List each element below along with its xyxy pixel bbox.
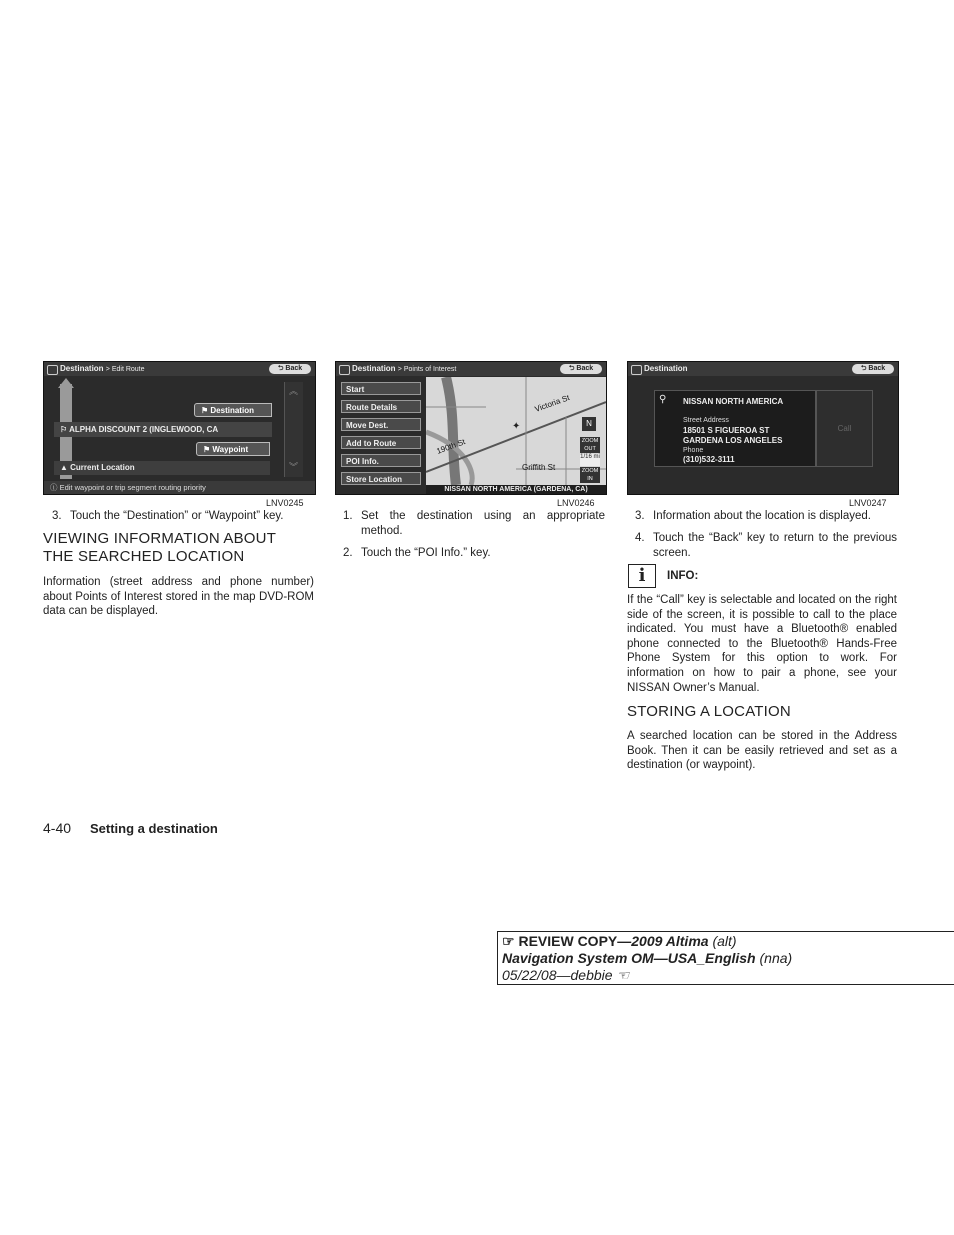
map-street-griffith: Griffith St — [522, 463, 556, 472]
place-name: ALPHA DISCOUNT 2 (INGLEWOOD, CA — [69, 425, 219, 434]
screen-title: Destination — [352, 364, 396, 373]
current-location-label: Current Location — [70, 463, 135, 472]
location-name: NISSAN NORTH AMERICA — [683, 397, 784, 406]
route-point-destination — [54, 422, 272, 437]
back-arrow-icon: ⮌ — [568, 365, 577, 372]
review-line-3 — [502, 967, 629, 984]
step-text: Touch the “POI Info.” key. — [361, 547, 491, 559]
north-arrow-icon[interactable]: N — [582, 417, 596, 431]
back-label: Back — [576, 365, 594, 372]
address-line-2: GARDENA LOS ANGELES — [683, 436, 783, 445]
col3-step-3 — [635, 509, 897, 524]
zoom-out-button[interactable]: ZOOM OUT — [581, 438, 599, 452]
navigation-icon — [47, 365, 58, 375]
map-street-victoria: Victoria St — [533, 393, 571, 414]
waypoint-key[interactable] — [196, 442, 270, 456]
review-model-code: (alt) — [712, 933, 737, 949]
info-circle-icon: ⓘ — [50, 483, 60, 492]
back-arrow-icon: ⮌ — [860, 365, 869, 372]
waypoint-key-label: Waypoint — [212, 445, 249, 454]
waypoint-flag-icon: ⚑ — [203, 445, 213, 454]
step-text: Touch the “Back” key to return to the previous screen. — [653, 532, 897, 559]
screen-poi-info — [627, 361, 899, 495]
col2-step-2 — [343, 546, 605, 561]
route-point-current — [54, 461, 270, 475]
review-copy-box — [497, 931, 954, 985]
back-label: Back — [868, 365, 886, 372]
flag-icon: ⚐ — [60, 425, 70, 434]
page-section: Setting a destination — [90, 821, 218, 836]
current-location-icon: ▲ — [60, 463, 71, 472]
route-details-key[interactable]: Route Details — [341, 400, 421, 413]
zoom-in-button[interactable]: ZOOM IN — [581, 468, 599, 482]
screen-title: Destination — [644, 364, 688, 373]
review-line-2 — [502, 950, 792, 966]
col1-step-3 — [52, 509, 314, 524]
step-number: 3. — [52, 510, 62, 522]
map[interactable] — [426, 377, 606, 485]
map-status-bar: NISSAN NORTH AMERICA (GARDENA, CA) — [426, 485, 606, 494]
hint-bar — [44, 481, 315, 494]
hint-text: Edit waypoint or trip segment routing priority — [59, 483, 206, 492]
section-heading-storing: STORING A LOCATION — [627, 703, 791, 720]
back-button[interactable] — [852, 364, 894, 374]
back-button[interactable] — [560, 364, 602, 374]
section-heading-viewing — [43, 530, 315, 566]
figure-code-3: LNV0247 — [849, 498, 887, 508]
phone-number: (310)532-3111 — [683, 455, 735, 464]
screen-subtitle: > Edit Route — [105, 366, 145, 373]
checkered-flag-icon: ⚑ — [201, 406, 211, 415]
screen-points-of-interest — [335, 361, 607, 495]
store-location-key[interactable]: Store Location — [341, 472, 421, 485]
move-dest-key[interactable]: Move Dest. — [341, 418, 421, 431]
phone-label: Phone — [683, 447, 704, 454]
heading-line-2: THE SEARCHED LOCATION — [43, 548, 245, 565]
col2-step-1 — [343, 509, 605, 539]
back-label: Back — [285, 365, 303, 372]
pointing-hand-left-icon: ☜ — [616, 967, 629, 983]
heading-line-1: VIEWING INFORMATION ABOUT — [43, 530, 277, 547]
poi-info-key[interactable]: POI Info. — [341, 454, 421, 467]
info-label: INFO: — [667, 570, 699, 582]
review-manual: Navigation System OM—USA_English — [502, 950, 756, 966]
map-scale: 1/16 mi — [580, 454, 600, 466]
step-number: 4. — [635, 532, 645, 544]
scroll-up-icon[interactable]: ︽ — [289, 386, 299, 396]
step-number: 3. — [635, 510, 645, 522]
scrollbar[interactable] — [284, 382, 303, 477]
col3-step-4 — [635, 531, 897, 561]
info-paragraph: If the “Call” key is selectable and located on the right side of the screen, it is possible to call to the place indicated. You must have a Bluetooth® enabled phone connected to the Bluetooth® Hands-Free Phone System for this option to work. For information on how to pair a phone, see your NISSAN Owner’s Manual. — [627, 594, 897, 694]
back-button[interactable] — [269, 364, 311, 374]
info-icon: i — [628, 564, 656, 588]
call-button[interactable]: Call — [816, 390, 873, 467]
screen-subtitle: > Points of Interest — [397, 366, 457, 373]
review-model: 2009 Altima — [631, 933, 709, 949]
start-key[interactable]: Start — [341, 382, 421, 395]
scroll-down-icon[interactable]: ︾ — [289, 462, 299, 472]
add-to-route-key[interactable]: Add to Route — [341, 436, 421, 449]
poi-info-icon: ⚲ — [659, 394, 667, 405]
step-text: Set the destination using an appropriate method. — [361, 510, 605, 537]
page-number: 4-40 — [43, 820, 72, 836]
step-number: 2. — [343, 547, 353, 559]
destination-key-label: Destination — [210, 406, 254, 415]
back-arrow-icon: ⮌ — [277, 365, 286, 372]
address-label: Street Address — [683, 417, 729, 424]
info-panel — [654, 390, 816, 467]
review-date: 05/22/08—debbie — [502, 967, 613, 983]
navigation-icon — [631, 365, 642, 375]
poi-marker-icon: ✦ — [512, 421, 521, 432]
pointing-hand-icon: ☞ — [502, 933, 515, 949]
figure-code-2: LNV0246 — [557, 498, 595, 508]
col1-paragraph: Information (street address and phone number) about Points of Interest stored in the map DVD-ROM data can be displayed. — [43, 576, 314, 618]
review-line-1 — [502, 933, 737, 950]
address-line-1: 18501 S FIGUEROA ST — [683, 426, 770, 435]
step-text: Information about the location is displayed. — [653, 510, 871, 522]
col3-paragraph: A searched location can be stored in the Address Book. Then it can be easily retrieved and set as a destination (or waypoint). — [627, 730, 897, 772]
map-street-190th: 190th St — [435, 437, 467, 456]
navigation-icon — [339, 365, 350, 375]
screen-edit-route — [43, 361, 316, 495]
figure-code-1: LNV0245 — [266, 498, 304, 508]
destination-key[interactable] — [194, 403, 272, 417]
step-text: Touch the “Destination” or “Waypoint” key. — [70, 510, 284, 522]
review-label: REVIEW COPY— — [518, 933, 632, 949]
route-arrow-icon — [58, 378, 74, 388]
screen-title: Destination — [60, 364, 104, 373]
review-manual-code: (nna) — [759, 950, 793, 966]
step-number: 1. — [343, 510, 353, 522]
